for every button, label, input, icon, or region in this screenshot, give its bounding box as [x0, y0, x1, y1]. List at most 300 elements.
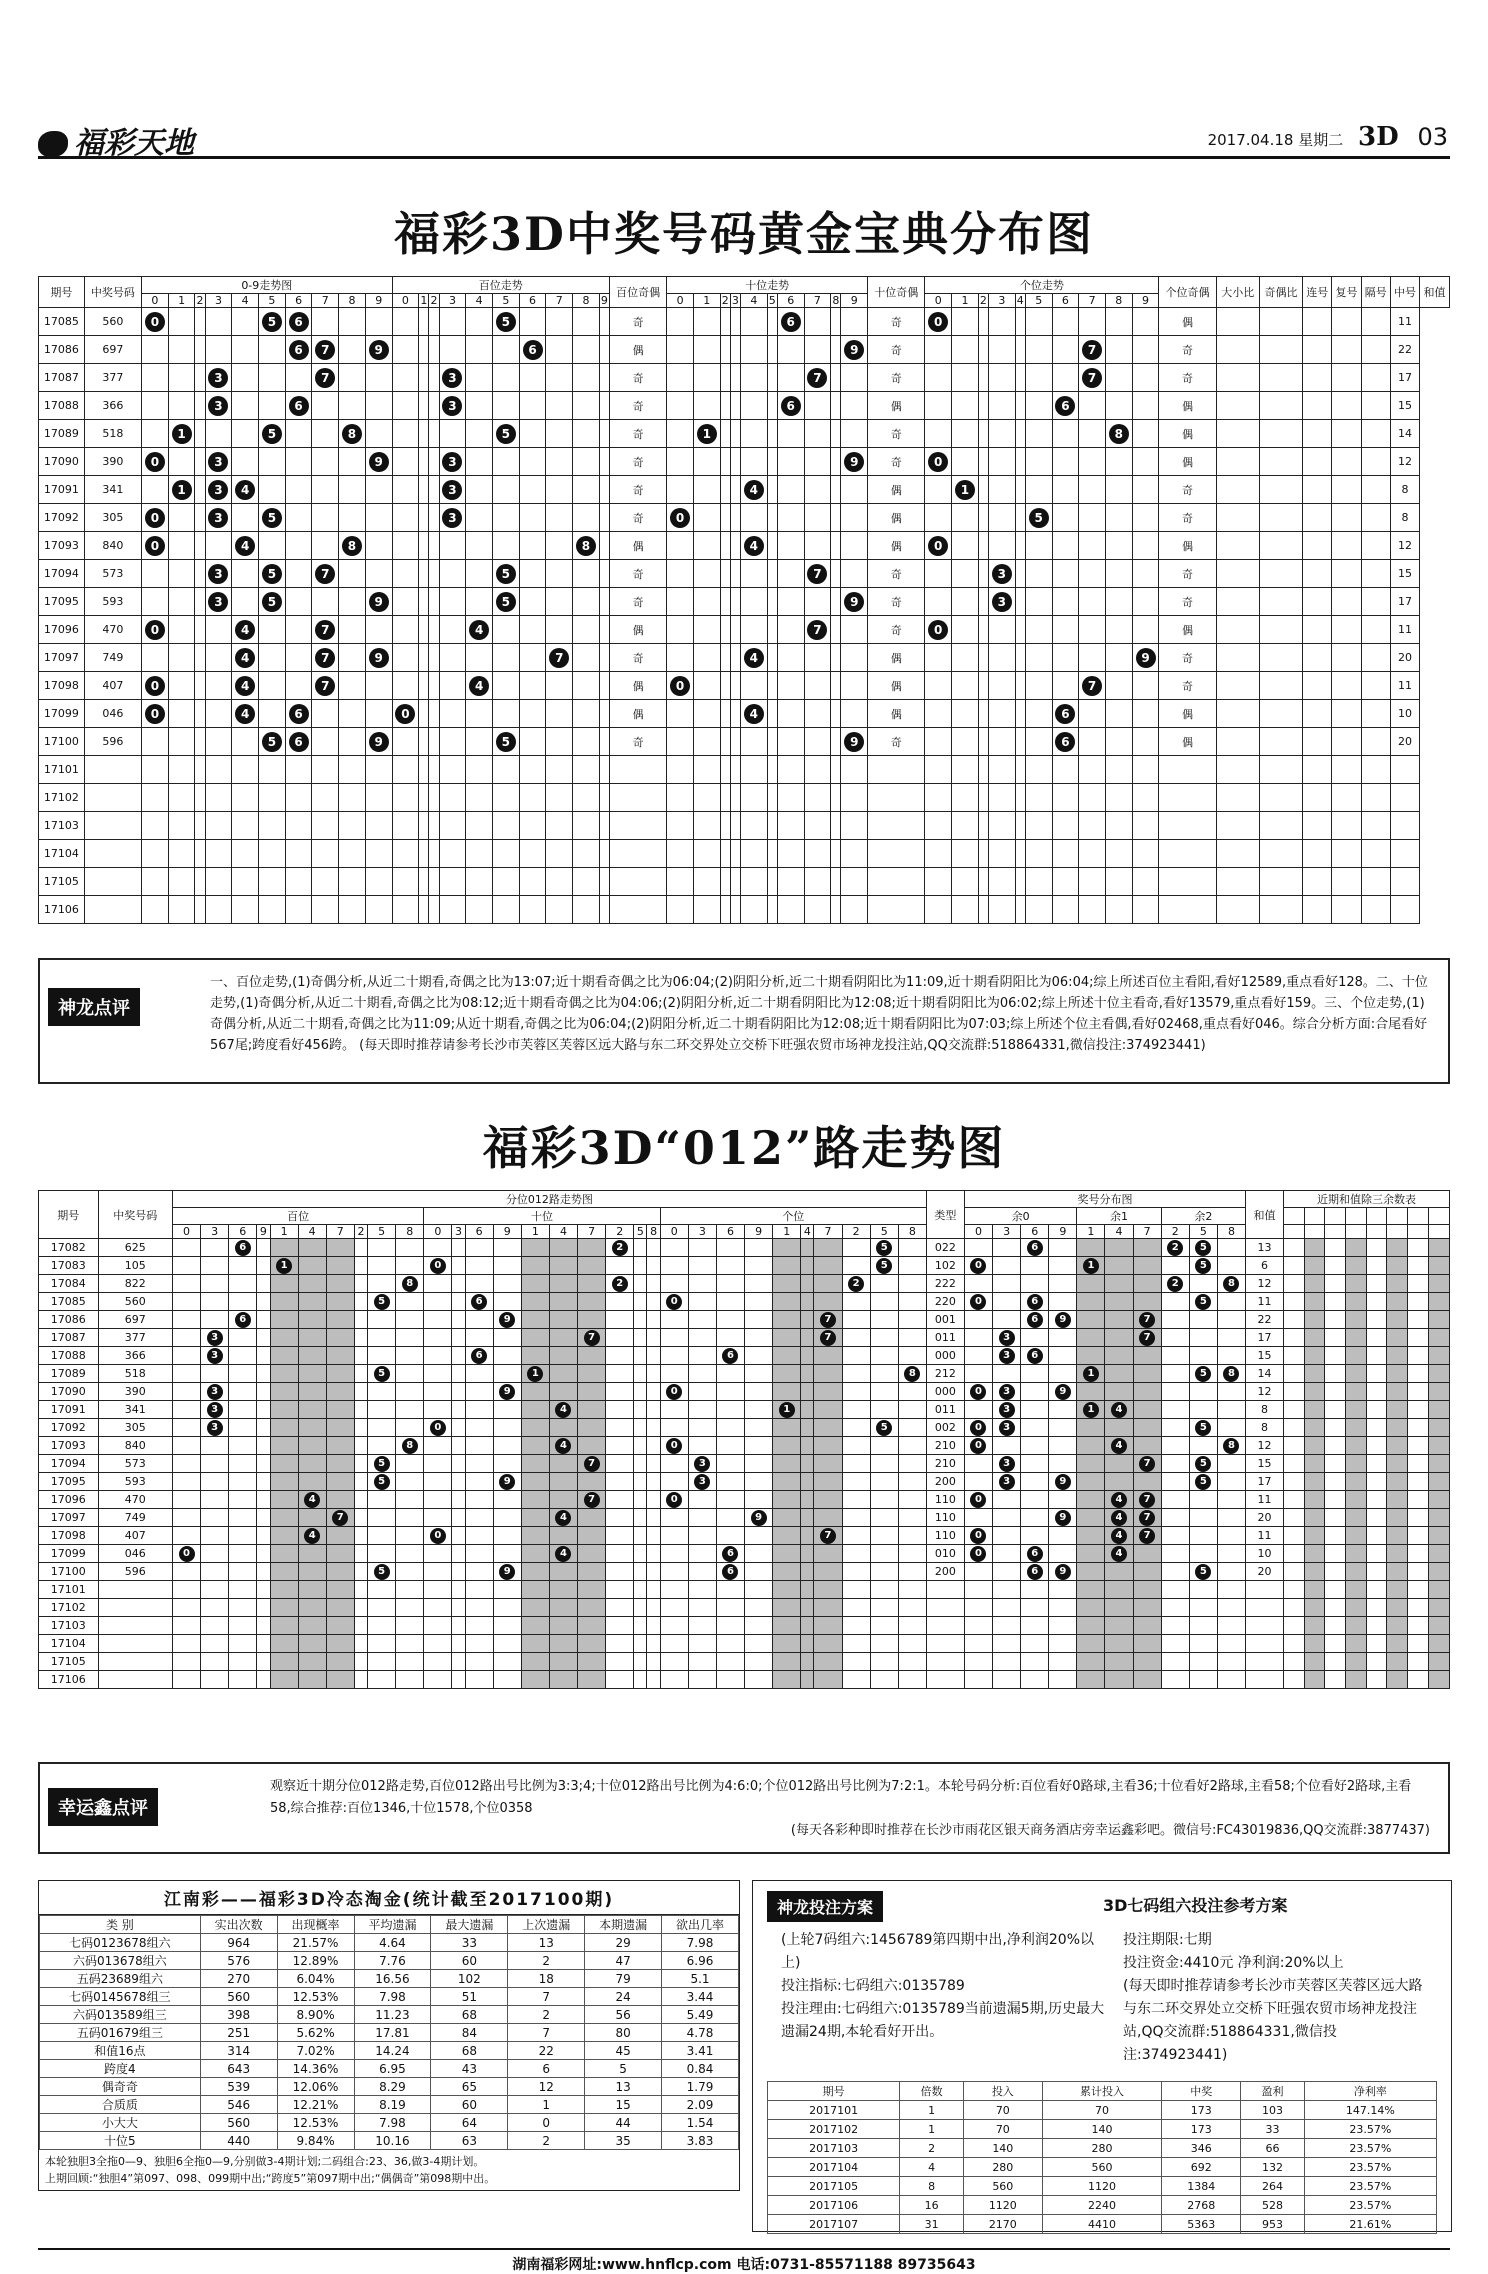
route-cell: [201, 1239, 229, 1257]
route-cell: [396, 1671, 424, 1689]
route-cell: [647, 1275, 660, 1293]
dist-cell: [1021, 1347, 1049, 1365]
type-cell: [926, 1635, 964, 1653]
route-cell: [493, 1275, 521, 1293]
route-cell: [716, 1365, 744, 1383]
route-cell: [688, 1365, 716, 1383]
trend-cell: [493, 896, 520, 924]
prize-cell: 518: [84, 420, 141, 448]
sum-cell: 15: [1246, 1347, 1284, 1365]
dist-cell: [1217, 1599, 1245, 1617]
trend-cell: [365, 588, 392, 616]
dist-cell: [1161, 1599, 1189, 1617]
tail-cell: [1284, 1473, 1305, 1491]
table-row: [39, 1239, 1450, 1257]
route-cell: [814, 1365, 842, 1383]
prize-cell: 366: [98, 1347, 172, 1365]
trend-cell: [466, 784, 493, 812]
plan-cell: 4410: [1042, 2215, 1162, 2234]
route-cell: [465, 1365, 493, 1383]
trend-cell: [419, 700, 429, 728]
dist-cell: [1049, 1581, 1077, 1599]
trend-cell: [259, 392, 286, 420]
dist-cell: [1105, 1635, 1133, 1653]
trend-cell: [439, 504, 466, 532]
route-cell: [201, 1653, 229, 1671]
hundreds-parity: 偶: [609, 616, 666, 644]
dist-cell: [1161, 1509, 1189, 1527]
route-cell: [578, 1311, 606, 1329]
route-cell: [634, 1293, 647, 1311]
hit-ball: 5: [1195, 1258, 1211, 1274]
period-cell: 17096: [39, 616, 85, 644]
route-cell: [660, 1563, 688, 1581]
trend-cell: [392, 728, 419, 756]
trend-cell: [777, 616, 804, 644]
route-cell: [716, 1257, 744, 1275]
trend-cell: [804, 840, 831, 868]
trend-cell: [1132, 616, 1159, 644]
trend-cell: [831, 644, 841, 672]
route-cell: [465, 1239, 493, 1257]
table-row: [39, 1635, 1450, 1653]
route-cell: [424, 1599, 452, 1617]
table-row: [39, 504, 1450, 532]
trend-cell: [720, 392, 730, 420]
route-cell: [634, 1383, 647, 1401]
hit-ball: 0: [145, 704, 165, 724]
route-cell: [493, 1419, 521, 1437]
trend-cell: [730, 392, 740, 420]
units-parity: 偶: [1159, 420, 1216, 448]
dist-cell: [1133, 1653, 1161, 1671]
trend-cell: [259, 784, 286, 812]
route-cell: [326, 1455, 354, 1473]
route-cell: [396, 1473, 424, 1491]
plan-right-line: (每天即时推荐请参考长沙市芙蓉区芙蓉区远大路与东二环交界处立交桥下旺强农贸市场神龙投注站,QQ交流群:518864331,微信投注:374923441): [1123, 1978, 1423, 2063]
route-cell: [493, 1491, 521, 1509]
route-cell: [634, 1419, 647, 1437]
route-cell: [745, 1311, 773, 1329]
route-cell: [578, 1365, 606, 1383]
trend-cell: [1025, 532, 1052, 560]
route-cell: [354, 1635, 367, 1653]
tens-parity: [868, 840, 925, 868]
cold-cell: 45: [585, 2042, 662, 2060]
hit-ball: 6: [1027, 1240, 1043, 1256]
trend-cell: [285, 308, 312, 336]
trend-cell: [720, 308, 730, 336]
trend-cell: [720, 336, 730, 364]
trend-cell: [1025, 448, 1052, 476]
table-row: [39, 700, 1450, 728]
route-cell: [647, 1599, 660, 1617]
trend-cell: [429, 672, 439, 700]
table-row: [768, 2196, 1437, 2215]
dist-cell: [1105, 1419, 1133, 1437]
trend-cell: [142, 812, 169, 840]
route-cell: [716, 1509, 744, 1527]
route-cell: [298, 1599, 326, 1617]
route-cell: [660, 1401, 688, 1419]
dist-cell: [1189, 1293, 1217, 1311]
table-row: [40, 2096, 739, 2114]
trend-cell: [466, 504, 493, 532]
digit-header: 3: [201, 1225, 229, 1239]
plan-cell: 2017103: [768, 2139, 900, 2158]
route-cell: [647, 1329, 660, 1347]
tens-parity: 偶: [868, 504, 925, 532]
route-cell: [606, 1509, 634, 1527]
trend-cell: [952, 532, 979, 560]
cold-cell: 60: [431, 2096, 508, 2114]
route-cell: [773, 1293, 801, 1311]
route-cell: [396, 1437, 424, 1455]
route-cell: [773, 1257, 801, 1275]
route-cell: [773, 1509, 801, 1527]
trend-cell: [740, 532, 767, 560]
tail-cell: [1428, 1599, 1449, 1617]
route-cell: [201, 1383, 229, 1401]
trend-cell: [1052, 560, 1079, 588]
trend-cell: [1079, 616, 1106, 644]
trend-cell: [205, 728, 232, 756]
route-cell: [578, 1473, 606, 1491]
trend-cell: [285, 756, 312, 784]
tail-cell: [1325, 1455, 1346, 1473]
trend-cell: [1015, 672, 1025, 700]
dist-header: 奖号分布图: [964, 1191, 1245, 1208]
sum-cell: 12: [1390, 532, 1419, 560]
trend-cell: [667, 392, 694, 420]
route-cell: [521, 1545, 549, 1563]
trend-cell: [693, 504, 720, 532]
trend-cell: [232, 364, 259, 392]
digit-header: 9: [1132, 294, 1159, 308]
cold-cell: 6.04%: [277, 1970, 354, 1988]
trend-cell: [925, 896, 952, 924]
dist-cell: [1189, 1401, 1217, 1419]
route-cell: [521, 1257, 549, 1275]
stat-cell: [1332, 504, 1361, 532]
units-parity: [1159, 840, 1216, 868]
trend-cell: [392, 420, 419, 448]
cold-cell: 七码0145678组三: [40, 1988, 201, 2006]
dist-cell: [1049, 1671, 1077, 1689]
hit-ball: 5: [374, 1456, 390, 1472]
dist-cell: [1133, 1635, 1161, 1653]
stat-cell: [1361, 896, 1390, 924]
hit-ball: 0: [970, 1258, 986, 1274]
route-cell: [660, 1473, 688, 1491]
route-cell: [396, 1347, 424, 1365]
stat-cell: [1332, 336, 1361, 364]
digit-header: 8: [832, 294, 840, 307]
route-cell: [647, 1491, 660, 1509]
hit-ball: 7: [807, 620, 827, 640]
hundreds-parity: [609, 840, 666, 868]
trend-cell: [195, 784, 205, 812]
hit-ball: 6: [289, 704, 309, 724]
units-parity: 偶: [1159, 616, 1216, 644]
trend-cell: [205, 644, 232, 672]
type-cell: 001: [926, 1311, 964, 1329]
plan-header: 期号: [768, 2082, 900, 2101]
plan-cell: 16: [900, 2196, 964, 2215]
trend-cell: [599, 840, 609, 868]
route-cell: [424, 1563, 452, 1581]
trend-cell: [168, 840, 195, 868]
hit-ball: 9: [369, 648, 389, 668]
trend-cell: [519, 896, 546, 924]
trend-cell: [573, 588, 600, 616]
route-cell: [773, 1563, 801, 1581]
route-cell: [773, 1239, 801, 1257]
dist-cell: [1189, 1419, 1217, 1437]
dist-cell: [1049, 1617, 1077, 1635]
tail-cell: [1387, 1545, 1408, 1563]
period-cell: 17102: [39, 784, 85, 812]
hit-ball: 9: [844, 452, 864, 472]
route-cell: [172, 1401, 200, 1419]
period-cell: 17092: [39, 1419, 99, 1437]
route-cell: [465, 1527, 493, 1545]
dist-cell: [1049, 1437, 1077, 1455]
route-cell: [660, 1527, 688, 1545]
trend-cell: [312, 728, 339, 756]
trend-cell: [767, 420, 777, 448]
units-parity: 偶: [1159, 532, 1216, 560]
trend-cell: [952, 672, 979, 700]
trend-cell: [978, 392, 988, 420]
route-cell: [578, 1545, 606, 1563]
digit-header: 5: [634, 1225, 647, 1239]
trend-cell: [339, 476, 366, 504]
trend-cell: [546, 812, 573, 840]
route-cell: [298, 1311, 326, 1329]
trend-cell: [804, 812, 831, 840]
plan-cell: 2240: [1042, 2196, 1162, 2215]
route-cell: [814, 1671, 842, 1689]
dist-cell: [1217, 1419, 1245, 1437]
route-cell: [870, 1599, 898, 1617]
trend-cell: [730, 588, 740, 616]
trend-cell: [841, 392, 868, 420]
trend-cell: [195, 896, 205, 924]
dist-cell: [1161, 1383, 1189, 1401]
route-cell: [368, 1545, 396, 1563]
route-cell: [201, 1293, 229, 1311]
tail-cell: [1304, 1545, 1325, 1563]
trend-cell: [392, 448, 419, 476]
trend-cell: [804, 420, 831, 448]
trend-cell: [767, 896, 777, 924]
tens-parity: 偶: [868, 476, 925, 504]
dist-cell: [1133, 1473, 1161, 1491]
trend-cell: [1132, 784, 1159, 812]
route-cell: [270, 1581, 298, 1599]
hit-ball: 4: [304, 1492, 320, 1508]
trend-cell: [195, 644, 205, 672]
tail-cell: [1284, 1329, 1305, 1347]
dist-cell: [1105, 1383, 1133, 1401]
plan-cell: 66: [1241, 2139, 1305, 2158]
trend-cell: [777, 728, 804, 756]
tail-cell: [1304, 1671, 1325, 1689]
tail-cell: [1284, 1581, 1305, 1599]
stat-cell: [1259, 644, 1302, 672]
plan-cell: 70: [1042, 2101, 1162, 2120]
prize-cell: 749: [98, 1509, 172, 1527]
trend-cell: [767, 448, 777, 476]
tail-cell: [1366, 1545, 1387, 1563]
hit-ball: 8: [1223, 1276, 1239, 1292]
trend-cell: [232, 532, 259, 560]
table-row: [39, 1671, 1450, 1689]
hundreds-parity: 奇: [609, 364, 666, 392]
route-cell: [578, 1401, 606, 1419]
prize-cell: 697: [98, 1311, 172, 1329]
plan-header: 投入: [963, 2082, 1042, 2101]
tail-col: [1387, 1225, 1408, 1239]
stat-cell: [1259, 672, 1302, 700]
route-cell: [521, 1365, 549, 1383]
dist-cell: [1133, 1563, 1161, 1581]
trend-cell: [740, 840, 767, 868]
tail-cell: [1284, 1437, 1305, 1455]
route-cell: [424, 1329, 452, 1347]
route-cell: [745, 1473, 773, 1491]
trend-cell: [1105, 672, 1132, 700]
hit-ball: 0: [145, 536, 165, 556]
route-cell: [229, 1257, 257, 1275]
trend-cell: [429, 336, 439, 364]
route-cell: [688, 1473, 716, 1491]
route-cell: [396, 1383, 424, 1401]
period-cell: 17105: [39, 868, 85, 896]
route-cell: [521, 1455, 549, 1473]
route-cell: [257, 1491, 270, 1509]
hit-ball: 3: [208, 508, 228, 528]
chart2-title: 福彩3D“012”路走势图: [482, 1121, 1006, 1175]
trend-cell: [1052, 756, 1079, 784]
trend-cell: [142, 448, 169, 476]
trend-cell: [546, 448, 573, 476]
table-row: [40, 2114, 739, 2132]
tail-cell: [1304, 1635, 1325, 1653]
dist-cell: [1189, 1365, 1217, 1383]
trend-cell: [988, 616, 1015, 644]
digit-header: 0: [424, 1225, 452, 1239]
trend-cell: [168, 700, 195, 728]
route-cell: [521, 1491, 549, 1509]
period-cell: 17090: [39, 448, 85, 476]
hit-ball: 7: [1139, 1510, 1155, 1526]
dist-cell: [1189, 1491, 1217, 1509]
route-cell: [842, 1419, 870, 1437]
route-cell: [396, 1239, 424, 1257]
stat-cell: [1303, 588, 1332, 616]
issue-date: 2017.04.18: [1207, 131, 1294, 149]
route-cell: [688, 1257, 716, 1275]
table-row: [40, 2078, 739, 2096]
route-cell: [229, 1347, 257, 1365]
route-cell: [424, 1545, 452, 1563]
digit-header: 4: [1016, 294, 1024, 307]
trend-cell: [312, 840, 339, 868]
dist-cell: [964, 1599, 992, 1617]
prize-cell: 341: [98, 1401, 172, 1419]
hit-ball: 2: [848, 1276, 864, 1292]
trend-cell: [439, 812, 466, 840]
route-cell: [842, 1599, 870, 1617]
route-cell: [578, 1257, 606, 1275]
digit-header: 4: [801, 1225, 814, 1239]
route-cell: [870, 1401, 898, 1419]
cold-cell: 35: [585, 2132, 662, 2150]
digit-header: 2: [979, 294, 987, 307]
table-row: [40, 2132, 739, 2150]
hundreds-parity: 奇: [609, 448, 666, 476]
trend-cell: [365, 336, 392, 364]
hit-ball: 0: [666, 1438, 682, 1454]
route-cell: [368, 1455, 396, 1473]
dist-cell: [1077, 1545, 1105, 1563]
tail-cell: [1325, 1545, 1346, 1563]
hit-ball: 3: [442, 480, 462, 500]
dist-cell: [1077, 1275, 1105, 1293]
trend-cell: [285, 336, 312, 364]
route-cell: [298, 1653, 326, 1671]
route-cell: [660, 1257, 688, 1275]
trend-cell: [168, 476, 195, 504]
trend-cell: [466, 532, 493, 560]
tail-cell: [1346, 1311, 1367, 1329]
trend-cell: [259, 364, 286, 392]
trend-cell: [195, 840, 205, 868]
trend-cell: [419, 448, 429, 476]
dist-cell: [1049, 1347, 1077, 1365]
tail-cell: [1408, 1671, 1429, 1689]
route-cell: [396, 1401, 424, 1419]
sum-cell: 15: [1246, 1455, 1284, 1473]
route-cell: [270, 1617, 298, 1635]
hit-ball: 7: [315, 676, 335, 696]
stat-cell: [1303, 812, 1332, 840]
trend-cell: [831, 896, 841, 924]
sum-cell: [1390, 756, 1419, 784]
plan-cell: 264: [1241, 2177, 1305, 2196]
route-cell: [257, 1455, 270, 1473]
route-cell: [229, 1365, 257, 1383]
dist-cell: [1077, 1581, 1105, 1599]
trend-cell: [429, 504, 439, 532]
type-cell: 102: [926, 1257, 964, 1275]
tail-cell: [1408, 1239, 1429, 1257]
trend-cell: [777, 448, 804, 476]
trend-cell: [1132, 420, 1159, 448]
period-cell: 17091: [39, 476, 85, 504]
trend-cell: [767, 840, 777, 868]
route-cell: [257, 1581, 270, 1599]
hundreds-parity: 偶: [609, 336, 666, 364]
digit-header: 0: [964, 1225, 992, 1239]
hit-ball: 3: [208, 396, 228, 416]
route-cell: [898, 1365, 926, 1383]
digit-header: 8: [1105, 294, 1132, 308]
trend-cell: [168, 420, 195, 448]
route-cell: [270, 1347, 298, 1365]
